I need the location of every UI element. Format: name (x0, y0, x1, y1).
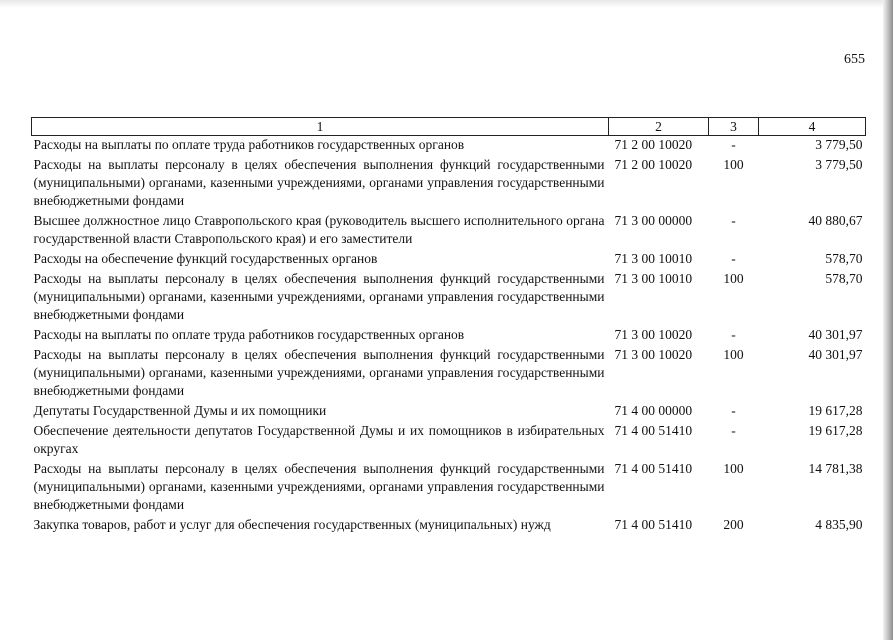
row-name: Расходы на выплаты персоналу в целях обеспечения выполнения функций государственными (муниципальными) органами, казенными учреждениями, органами управления государственными внебюджетными фондами (33, 461, 605, 512)
row-amount: 19 617,28 (808, 403, 863, 418)
table-row (32, 422, 866, 460)
row-amount: 19 617,28 (808, 423, 863, 438)
row-type: - (731, 403, 736, 418)
table-row (32, 346, 866, 402)
column-header-1: 1 (32, 118, 609, 136)
row-code: 71 4 00 51410 (614, 423, 693, 438)
row-amount: 40 301,97 (808, 347, 863, 362)
budget-table (31, 117, 866, 536)
row-amount: 40 301,97 (808, 327, 863, 342)
row-type: - (731, 423, 736, 438)
row-type: 100 (723, 347, 744, 362)
row-type: 100 (723, 157, 744, 172)
row-name: Расходы на обеспечение функций государственных органов (33, 251, 378, 266)
row-name: Расходы на выплаты персоналу в целях обеспечения выполнения функций государственными (муниципальными) органами, казенными учреждениями, органами управления государственными внебюджетными фондами (33, 157, 605, 208)
row-code: 71 4 00 51410 (614, 517, 693, 532)
table-row (32, 250, 866, 270)
scan-top-shadow (0, 0, 883, 8)
row-amount: 14 781,38 (808, 461, 863, 476)
row-code: 71 3 00 00000 (614, 213, 693, 228)
column-header-3: 3 (709, 118, 759, 136)
row-code: 71 4 00 00000 (614, 403, 693, 418)
table-header-row (32, 118, 866, 136)
row-type: - (731, 251, 736, 266)
row-type: 100 (723, 461, 744, 476)
row-name: Расходы на выплаты персоналу в целях обеспечения выполнения функций государственными (муниципальными) органами, казенными учреждениями, органами управления государственными внебюджетными фондами (33, 271, 605, 322)
row-code: 71 2 00 10020 (614, 137, 693, 152)
column-header-2: 2 (609, 118, 709, 136)
row-code: 71 3 00 10020 (614, 347, 693, 362)
row-name: Закупка товаров, работ и услуг для обеспечения государственных (муниципальных) нужд (33, 517, 551, 532)
scan-right-edge (883, 0, 893, 640)
row-amount: 4 835,90 (815, 517, 863, 532)
row-name: Депутаты Государственной Думы и их помощники (33, 403, 327, 418)
row-name: Расходы на выплаты по оплате труда работников государственных органов (33, 137, 465, 152)
row-type: 200 (723, 517, 744, 532)
row-name: Обеспечение деятельности депутатов Государственной Думы и их помощников в избирательных округах (33, 423, 605, 456)
row-name: Расходы на выплаты по оплате труда работников государственных органов (33, 327, 465, 342)
row-code: 71 3 00 10010 (614, 271, 693, 286)
table-row (32, 270, 866, 326)
row-name: Высшее должностное лицо Ставропольского края (руководитель высшего исполнительного органа государственной власти Ставропольского края) и его заместители (33, 213, 605, 246)
table-row (32, 326, 866, 346)
row-type: - (731, 213, 736, 228)
table-row (32, 212, 866, 250)
row-code: 71 4 00 51410 (614, 461, 693, 476)
row-code: 71 3 00 10010 (614, 251, 693, 266)
row-name: Расходы на выплаты персоналу в целях обеспечения выполнения функций государственными (муниципальными) органами, казенными учреждениями, органами управления государственными внебюджетными фондами (33, 347, 605, 398)
row-code: 71 2 00 10020 (614, 157, 693, 172)
row-code: 71 3 00 10020 (614, 327, 693, 342)
row-type: - (731, 137, 736, 152)
row-amount: 3 779,50 (815, 137, 863, 152)
column-header-4: 4 (759, 118, 866, 136)
row-amount: 40 880,67 (808, 213, 863, 228)
table-row (32, 516, 866, 536)
page-number: 655 (844, 52, 865, 67)
row-amount: 578,70 (825, 251, 863, 266)
row-type: 100 (723, 271, 744, 286)
row-amount: 3 779,50 (815, 157, 863, 172)
row-type: - (731, 327, 736, 342)
table-row (32, 136, 866, 157)
table-row (32, 156, 866, 212)
row-amount: 578,70 (825, 271, 863, 286)
table-row (32, 460, 866, 516)
table-row (32, 402, 866, 422)
